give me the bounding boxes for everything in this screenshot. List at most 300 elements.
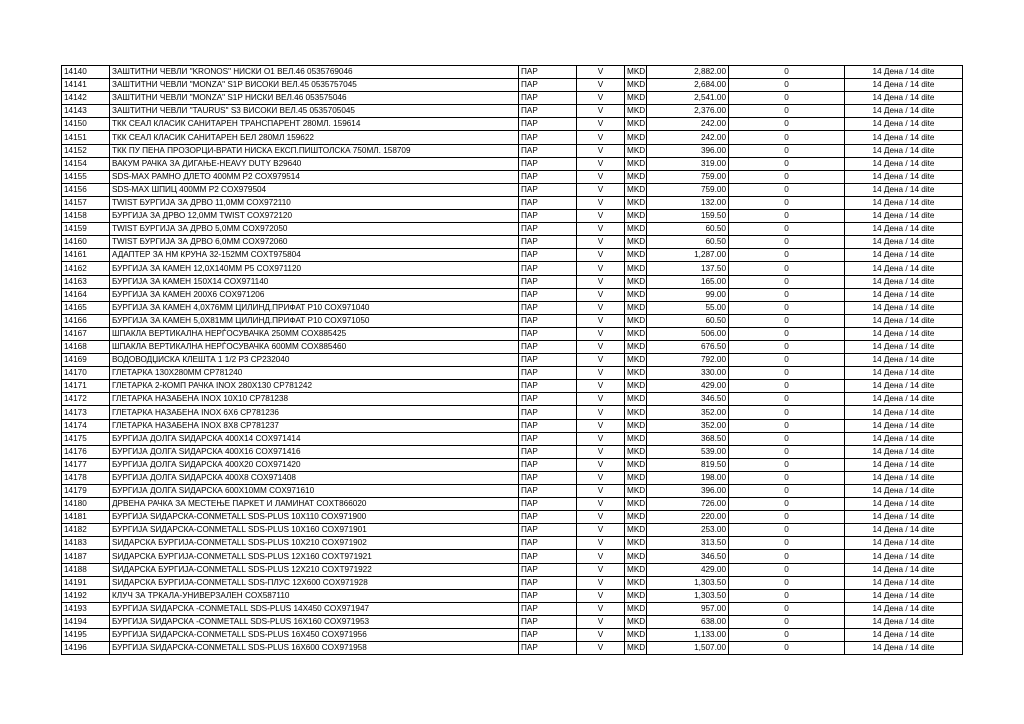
item-currency: MKD: [625, 563, 647, 576]
item-code: 14152: [62, 144, 110, 157]
item-name: ТКК ПУ ПЕНА ПРОЗОРЦИ-ВРАТИ НИСКА ЕКСП.ПИШТОЛСКА 750МЛ. 158709: [110, 144, 519, 157]
item-price: 759.00: [647, 170, 729, 183]
item-name: SDS-MAX ШПИЦ 400ММ Р2 COX979504: [110, 183, 519, 196]
item-delivery: 14 Дена / 14 dite: [845, 170, 963, 183]
item-quantity: 0: [729, 393, 845, 406]
item-v: V: [577, 157, 625, 170]
item-unit: ПАР: [519, 170, 577, 183]
table-row: [62, 485, 963, 498]
item-delivery: 14 Дена / 14 dite: [845, 550, 963, 563]
item-currency: MKD: [625, 471, 647, 484]
item-price: 957.00: [647, 602, 729, 615]
item-currency: MKD: [625, 301, 647, 314]
item-code: 14164: [62, 288, 110, 301]
item-code: 14161: [62, 249, 110, 262]
item-code: 14173: [62, 406, 110, 419]
item-unit: ПАР: [519, 537, 577, 550]
item-currency: MKD: [625, 210, 647, 223]
item-name: БУРГИЈА ЗА КАМЕН 4,0Х76ММ ЦИЛИНД.ПРИФАТ Р10 COX971040: [110, 301, 519, 314]
item-quantity: 0: [729, 275, 845, 288]
item-quantity: 0: [729, 183, 845, 196]
item-unit: ПАР: [519, 131, 577, 144]
item-quantity: 0: [729, 485, 845, 498]
table-row: [62, 498, 963, 511]
item-unit: ПАР: [519, 118, 577, 131]
item-price: 165.00: [647, 275, 729, 288]
item-price: 429.00: [647, 380, 729, 393]
item-currency: MKD: [625, 79, 647, 92]
item-v: V: [577, 550, 625, 563]
item-price: 2,684.00: [647, 79, 729, 92]
item-price: 2,541.00: [647, 92, 729, 105]
item-name: ДРВЕНА РАЧКА ЗА МЕСТЕЊЕ ПАРКЕТ И ЛАМИНАТ COXT866020: [110, 498, 519, 511]
item-unit: ПАР: [519, 105, 577, 118]
item-quantity: 0: [729, 511, 845, 524]
item-currency: MKD: [625, 550, 647, 563]
table-row: [62, 183, 963, 196]
item-currency: MKD: [625, 602, 647, 615]
item-currency: MKD: [625, 380, 647, 393]
item-code: 14167: [62, 327, 110, 340]
item-name: БУРГИЈА ДОЛГА ЅИДАРСКА 400Х20 COX971420: [110, 458, 519, 471]
item-v: V: [577, 367, 625, 380]
item-quantity: 0: [729, 550, 845, 563]
item-code: 14160: [62, 236, 110, 249]
item-v: V: [577, 144, 625, 157]
item-quantity: 0: [729, 615, 845, 628]
table-row: [62, 432, 963, 445]
item-delivery: 14 Дена / 14 dite: [845, 327, 963, 340]
item-v: V: [577, 602, 625, 615]
item-currency: MKD: [625, 537, 647, 550]
item-price: 330.00: [647, 367, 729, 380]
item-quantity: 0: [729, 327, 845, 340]
item-code: 14194: [62, 615, 110, 628]
item-v: V: [577, 340, 625, 353]
item-name: БУРГИЈА ЗА ДРВО 12,0ММ TWIST COX972120: [110, 210, 519, 223]
table-row: [62, 629, 963, 642]
item-v: V: [577, 327, 625, 340]
item-unit: ПАР: [519, 210, 577, 223]
item-delivery: 14 Дена / 14 dite: [845, 340, 963, 353]
item-name: БУРГИЈА ЅИДАРСКА-CONMETALL SDS-PLUS 16X600 COX971958: [110, 642, 519, 655]
item-delivery: 14 Дена / 14 dite: [845, 458, 963, 471]
item-v: V: [577, 79, 625, 92]
item-v: V: [577, 471, 625, 484]
item-price: 137.50: [647, 262, 729, 275]
item-quantity: 0: [729, 471, 845, 484]
table-row: [62, 524, 963, 537]
item-unit: ПАР: [519, 419, 577, 432]
item-price: 242.00: [647, 131, 729, 144]
item-price: 352.00: [647, 406, 729, 419]
item-v: V: [577, 196, 625, 209]
item-quantity: 0: [729, 406, 845, 419]
item-unit: ПАР: [519, 602, 577, 615]
table-row: [62, 249, 963, 262]
item-delivery: 14 Дена / 14 dite: [845, 262, 963, 275]
item-name: ЗАШТИТНИ ЧЕВЛИ "TAURUS" S3 ВИСОКИ ВЕЛ.45 0535705045: [110, 105, 519, 118]
price-list-table: [61, 65, 963, 655]
item-code: 14143: [62, 105, 110, 118]
item-currency: MKD: [625, 131, 647, 144]
item-v: V: [577, 288, 625, 301]
table-row: [62, 563, 963, 576]
item-currency: MKD: [625, 170, 647, 183]
table-row: [62, 262, 963, 275]
table-row: [62, 66, 963, 79]
table-row: [62, 144, 963, 157]
item-currency: MKD: [625, 327, 647, 340]
item-currency: MKD: [625, 445, 647, 458]
table-row: [62, 419, 963, 432]
item-code: 14165: [62, 301, 110, 314]
price-list-body: [62, 66, 963, 655]
item-quantity: 0: [729, 498, 845, 511]
table-row: [62, 210, 963, 223]
item-price: 220.00: [647, 511, 729, 524]
item-name: БУРГИЈА ДОЛГА ЅИДАРСКА 400Х14 COX971414: [110, 432, 519, 445]
item-price: 429.00: [647, 563, 729, 576]
item-currency: MKD: [625, 589, 647, 602]
item-unit: ПАР: [519, 511, 577, 524]
item-delivery: 14 Дена / 14 dite: [845, 223, 963, 236]
item-v: V: [577, 92, 625, 105]
item-unit: ПАР: [519, 367, 577, 380]
table-row: [62, 642, 963, 655]
item-price: 319.00: [647, 157, 729, 170]
item-name: ШПАКЛА ВЕРТИКАЛНА НЕРЃОСУВАЧКА 250ММ COX885425: [110, 327, 519, 340]
table-row: [62, 170, 963, 183]
item-quantity: 0: [729, 301, 845, 314]
item-delivery: 14 Дена / 14 dite: [845, 288, 963, 301]
item-name: ТКК СЕАЛ КЛАСИК САНИТАРЕН БЕЛ 280МЛ 159622: [110, 131, 519, 144]
item-price: 60.50: [647, 314, 729, 327]
item-quantity: 0: [729, 340, 845, 353]
item-price: 1,287.00: [647, 249, 729, 262]
item-code: 14159: [62, 223, 110, 236]
item-unit: ПАР: [519, 301, 577, 314]
item-delivery: 14 Дена / 14 dite: [845, 576, 963, 589]
table-row: [62, 537, 963, 550]
item-unit: ПАР: [519, 183, 577, 196]
item-unit: ПАР: [519, 380, 577, 393]
item-delivery: 14 Дена / 14 dite: [845, 105, 963, 118]
item-code: 14140: [62, 66, 110, 79]
item-currency: MKD: [625, 236, 647, 249]
item-code: 14193: [62, 602, 110, 615]
item-code: 14192: [62, 589, 110, 602]
item-delivery: 14 Дена / 14 dite: [845, 511, 963, 524]
item-price: 638.00: [647, 615, 729, 628]
item-price: 352.00: [647, 419, 729, 432]
item-v: V: [577, 66, 625, 79]
item-code: 14156: [62, 183, 110, 196]
item-code: 14188: [62, 563, 110, 576]
item-name: БУРГИЈА ЅИДАРСКА-CONMETALL SDS-PLUS 10X160 COX971901: [110, 524, 519, 537]
item-unit: ПАР: [519, 354, 577, 367]
item-name: ВАКУМ РАЧКА ЗА ДИГАЊЕ-HEAVY DUTY B29640: [110, 157, 519, 170]
item-v: V: [577, 354, 625, 367]
item-currency: MKD: [625, 432, 647, 445]
item-unit: ПАР: [519, 66, 577, 79]
item-name: БУРГИЈА ДОЛГА ЅИДАРСКА 400Х8 COX971408: [110, 471, 519, 484]
item-price: 253.00: [647, 524, 729, 537]
item-v: V: [577, 118, 625, 131]
item-code: 14168: [62, 340, 110, 353]
item-unit: ПАР: [519, 524, 577, 537]
item-quantity: 0: [729, 131, 845, 144]
table-row: [62, 602, 963, 615]
item-v: V: [577, 275, 625, 288]
item-name: ЗАШТИТНИ ЧЕВЛИ "MONZA" S1P ВИСОКИ ВЕЛ.45 0535757045: [110, 79, 519, 92]
item-quantity: 0: [729, 537, 845, 550]
item-delivery: 14 Дена / 14 dite: [845, 445, 963, 458]
item-name: ЅИДАРСКА БУРГИЈА-CONMETALL SDS-PLUS 12X160 COXT971921: [110, 550, 519, 563]
item-quantity: 0: [729, 629, 845, 642]
item-quantity: 0: [729, 236, 845, 249]
item-v: V: [577, 629, 625, 642]
item-unit: ПАР: [519, 327, 577, 340]
item-price: 2,376.00: [647, 105, 729, 118]
item-price: 759.00: [647, 183, 729, 196]
item-currency: MKD: [625, 262, 647, 275]
item-unit: ПАР: [519, 615, 577, 628]
item-v: V: [577, 105, 625, 118]
item-v: V: [577, 419, 625, 432]
item-code: 14151: [62, 131, 110, 144]
item-unit: ПАР: [519, 340, 577, 353]
table-row: [62, 471, 963, 484]
item-name: БУРГИЈА ДОЛГА ЅИДАРСКА 400Х16 COX971416: [110, 445, 519, 458]
item-delivery: 14 Дена / 14 dite: [845, 66, 963, 79]
item-unit: ПАР: [519, 236, 577, 249]
item-currency: MKD: [625, 223, 647, 236]
table-row: [62, 367, 963, 380]
item-code: 14175: [62, 432, 110, 445]
item-price: 60.50: [647, 223, 729, 236]
item-unit: ПАР: [519, 92, 577, 105]
item-currency: MKD: [625, 183, 647, 196]
table-row: [62, 196, 963, 209]
item-name: ГЛЕТАРКА НАЗАБЕНА INOX 8X8 CP781237: [110, 419, 519, 432]
item-name: БУРГИЈА ЗА КАМЕН 5,0Х81ММ ЦИЛИНД.ПРИФАТ Р10 COX971050: [110, 314, 519, 327]
item-currency: MKD: [625, 458, 647, 471]
item-currency: MKD: [625, 249, 647, 262]
item-code: 14155: [62, 170, 110, 183]
item-delivery: 14 Дена / 14 dite: [845, 485, 963, 498]
item-delivery: 14 Дена / 14 dite: [845, 196, 963, 209]
item-delivery: 14 Дена / 14 dite: [845, 249, 963, 262]
item-price: 1,303.50: [647, 589, 729, 602]
table-row: [62, 340, 963, 353]
item-delivery: 14 Дена / 14 dite: [845, 236, 963, 249]
item-quantity: 0: [729, 642, 845, 655]
item-quantity: 0: [729, 354, 845, 367]
table-row: [62, 118, 963, 131]
item-code: 14183: [62, 537, 110, 550]
item-delivery: 14 Дена / 14 dite: [845, 183, 963, 196]
item-price: 1,303.50: [647, 576, 729, 589]
item-quantity: 0: [729, 196, 845, 209]
item-unit: ПАР: [519, 563, 577, 576]
item-delivery: 14 Дена / 14 dite: [845, 629, 963, 642]
item-unit: ПАР: [519, 393, 577, 406]
item-v: V: [577, 563, 625, 576]
item-quantity: 0: [729, 157, 845, 170]
item-price: 198.00: [647, 471, 729, 484]
item-currency: MKD: [625, 393, 647, 406]
item-price: 346.50: [647, 550, 729, 563]
item-quantity: 0: [729, 458, 845, 471]
item-name: БУРГИЈА ЅИДАРСКА -CONMETALL SDS-PLUS 16X160 COX971953: [110, 615, 519, 628]
item-quantity: 0: [729, 419, 845, 432]
item-delivery: 14 Дена / 14 dite: [845, 419, 963, 432]
item-name: ВОДОВОДЏИСКА КЛЕШТА 1 1/2 Р3 CP232040: [110, 354, 519, 367]
item-delivery: 14 Дена / 14 dite: [845, 275, 963, 288]
item-currency: MKD: [625, 576, 647, 589]
item-name: БУРГИЈА ДОЛГА ЅИДАРСКА 600Х10ММ COX971610: [110, 485, 519, 498]
item-price: 346.50: [647, 393, 729, 406]
item-currency: MKD: [625, 524, 647, 537]
item-delivery: 14 Дена / 14 dite: [845, 615, 963, 628]
item-price: 159.50: [647, 210, 729, 223]
item-v: V: [577, 314, 625, 327]
item-quantity: 0: [729, 66, 845, 79]
item-code: 14182: [62, 524, 110, 537]
item-v: V: [577, 380, 625, 393]
item-currency: MKD: [625, 157, 647, 170]
item-code: 14169: [62, 354, 110, 367]
item-unit: ПАР: [519, 629, 577, 642]
item-name: ГЛЕТАРКА НАЗАБЕНА INOX 10X10 CP781238: [110, 393, 519, 406]
item-name: TWIST БУРГИЈА ЗА ДРВО 11,0ММ COX972110: [110, 196, 519, 209]
item-code: 14172: [62, 393, 110, 406]
item-delivery: 14 Дена / 14 dite: [845, 157, 963, 170]
item-currency: MKD: [625, 275, 647, 288]
item-name: БУРГИЈА ЅИДАРСКА-CONMETALL SDS-PLUS 10X110 COX971900: [110, 511, 519, 524]
item-price: 1,507.00: [647, 642, 729, 655]
item-name: ЅИДАРСКА БУРГИЈА-CONMETALL SDS-PLUS 12X210 COXT971922: [110, 563, 519, 576]
item-name: TWIST БУРГИЈА ЗА ДРВО 5,0ММ COX972050: [110, 223, 519, 236]
item-v: V: [577, 393, 625, 406]
item-delivery: 14 Дена / 14 dite: [845, 79, 963, 92]
item-price: 676.50: [647, 340, 729, 353]
item-code: 14180: [62, 498, 110, 511]
item-v: V: [577, 576, 625, 589]
item-name: КЛУЧ ЗА ТРКАЛА-УНИВЕРЗАЛЕН COX587110: [110, 589, 519, 602]
table-row: [62, 511, 963, 524]
item-v: V: [577, 524, 625, 537]
item-delivery: 14 Дена / 14 dite: [845, 642, 963, 655]
item-price: 1,133.00: [647, 629, 729, 642]
item-v: V: [577, 537, 625, 550]
item-unit: ПАР: [519, 79, 577, 92]
item-name: ЗАШТИТНИ ЧЕВЛИ "MONZA" S1P НИСКИ ВЕЛ.46 053575046: [110, 92, 519, 105]
item-currency: MKD: [625, 66, 647, 79]
item-delivery: 14 Дена / 14 dite: [845, 471, 963, 484]
item-name: TWIST БУРГИЈА ЗА ДРВО 6,0ММ COX972060: [110, 236, 519, 249]
item-code: 14150: [62, 118, 110, 131]
item-code: 14178: [62, 471, 110, 484]
table-row: [62, 589, 963, 602]
item-delivery: 14 Дена / 14 dite: [845, 406, 963, 419]
item-v: V: [577, 301, 625, 314]
item-currency: MKD: [625, 196, 647, 209]
item-delivery: 14 Дена / 14 dite: [845, 563, 963, 576]
table-row: [62, 615, 963, 628]
item-currency: MKD: [625, 144, 647, 157]
item-name: БУРГИЈА ЗА КАМЕН 150Х14 COX971140: [110, 275, 519, 288]
item-code: 14158: [62, 210, 110, 223]
item-v: V: [577, 210, 625, 223]
item-currency: MKD: [625, 406, 647, 419]
item-code: 14177: [62, 458, 110, 471]
item-delivery: 14 Дена / 14 dite: [845, 367, 963, 380]
item-unit: ПАР: [519, 589, 577, 602]
item-name: ГЛЕТАРКА 2-КОМП РАЧКА INOX 280X130 CP781242: [110, 380, 519, 393]
item-name: БУРГИЈА ЅИДАРСКА-CONMETALL SDS-PLUS 16X450 COX971956: [110, 629, 519, 642]
table-row: [62, 327, 963, 340]
item-quantity: 0: [729, 210, 845, 223]
table-row: [62, 223, 963, 236]
item-unit: ПАР: [519, 471, 577, 484]
item-currency: MKD: [625, 615, 647, 628]
item-price: 396.00: [647, 485, 729, 498]
item-currency: MKD: [625, 340, 647, 353]
table-row: [62, 157, 963, 170]
item-unit: ПАР: [519, 445, 577, 458]
table-row: [62, 354, 963, 367]
item-unit: ПАР: [519, 642, 577, 655]
item-delivery: 14 Дена / 14 dite: [845, 537, 963, 550]
item-currency: MKD: [625, 367, 647, 380]
item-v: V: [577, 183, 625, 196]
item-unit: ПАР: [519, 406, 577, 419]
item-unit: ПАР: [519, 144, 577, 157]
item-delivery: 14 Дена / 14 dite: [845, 354, 963, 367]
item-unit: ПАР: [519, 288, 577, 301]
item-code: 14195: [62, 629, 110, 642]
item-quantity: 0: [729, 170, 845, 183]
item-quantity: 0: [729, 563, 845, 576]
item-currency: MKD: [625, 511, 647, 524]
item-unit: ПАР: [519, 498, 577, 511]
item-unit: ПАР: [519, 485, 577, 498]
item-name: БУРГИЈА ЗА КАМЕН 200Х6 COX971206: [110, 288, 519, 301]
item-unit: ПАР: [519, 262, 577, 275]
item-delivery: 14 Дена / 14 dite: [845, 498, 963, 511]
item-quantity: 0: [729, 432, 845, 445]
item-v: V: [577, 615, 625, 628]
item-delivery: 14 Дена / 14 dite: [845, 301, 963, 314]
item-code: 14162: [62, 262, 110, 275]
item-code: 14191: [62, 576, 110, 589]
item-name: ЅИДАРСКА БУРГИЈА-CONMETALL SDS-ПЛУС 12Х600 COX971928: [110, 576, 519, 589]
table-row: [62, 105, 963, 118]
item-price: 819.50: [647, 458, 729, 471]
item-name: БУРГИЈА ЗА КАМЕН 12,0Х140ММ Р5 COX971120: [110, 262, 519, 275]
item-delivery: 14 Дена / 14 dite: [845, 589, 963, 602]
item-code: 14166: [62, 314, 110, 327]
item-delivery: 14 Дена / 14 dite: [845, 393, 963, 406]
item-price: 132.00: [647, 196, 729, 209]
item-code: 14174: [62, 419, 110, 432]
item-quantity: 0: [729, 105, 845, 118]
item-v: V: [577, 445, 625, 458]
item-name: АДАПТЕР ЗА НМ КРУНА 32-152ММ COXT975804: [110, 249, 519, 262]
item-quantity: 0: [729, 249, 845, 262]
